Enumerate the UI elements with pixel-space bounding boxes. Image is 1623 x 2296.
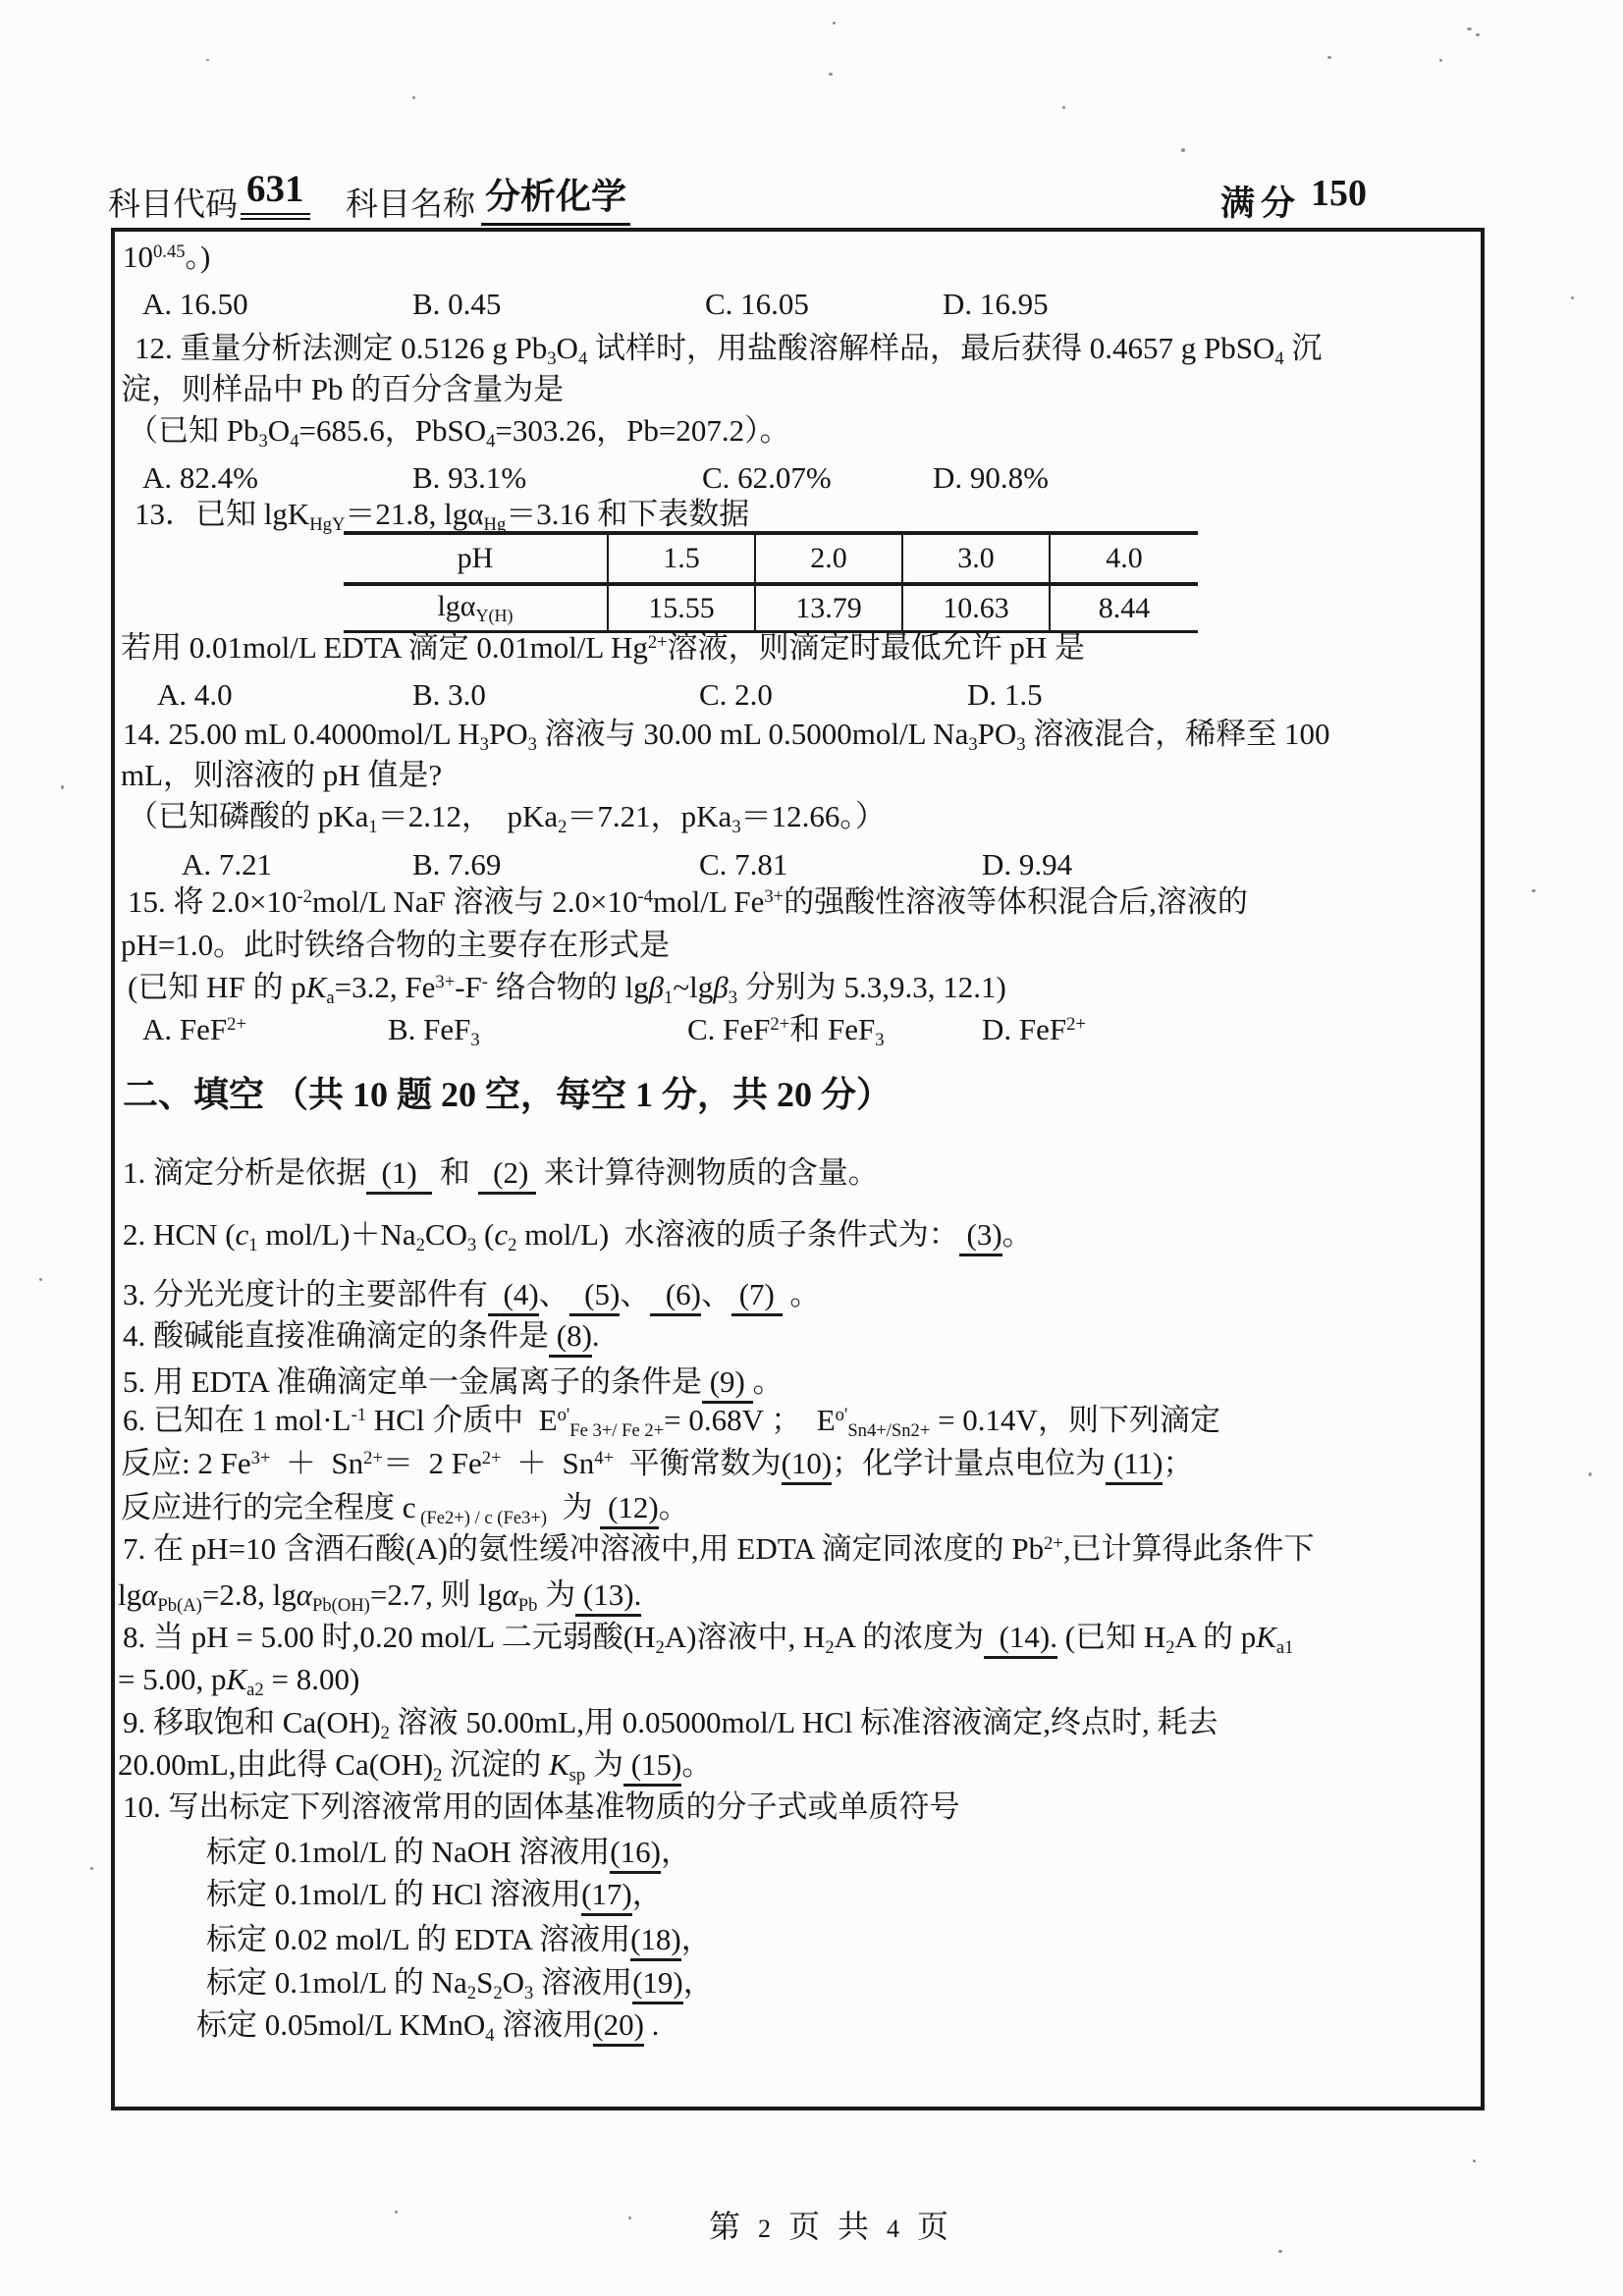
q14-option-b: B. 7.69 xyxy=(412,847,502,881)
scan-speck xyxy=(1181,148,1185,152)
q15-option-b: B. FeF3 xyxy=(388,1012,480,1050)
q13-option-c: C. 2.0 xyxy=(699,677,773,712)
q12-line-1: 12. 重量分析法测定 0.5126 g Pb3O4 试样时，用盐酸溶解样品，最后获得 0.4657 g PbSO4 沉 xyxy=(135,331,1323,369)
scan-speck xyxy=(1473,2160,1476,2163)
scan-speck xyxy=(1439,59,1442,62)
scan-speck xyxy=(1476,33,1480,36)
footer-text: 页 xyxy=(917,2209,949,2244)
q12-known: （已知 Pb3O4=685.6，PbSO4=303.26，Pb=207.2）。 xyxy=(128,413,790,452)
fill-q8-line-1: 8. 当 pH = 5.00 时,0.20 mol/L 二元弱酸(H2A)溶液中, H2A 的浓度为 (14). (已知 H2A 的 pKa1 xyxy=(123,1620,1294,1658)
scan-speck xyxy=(1327,56,1331,59)
fill-q10-blank16: 标定 0.1mol/L 的 NaOH 溶液用(16)， xyxy=(206,1834,691,1874)
fill-q7-line-1: 7. 在 pH=10 含酒石酸(A)的氨性缓冲溶液中,用 EDTA 滴定同浓度的 Pb2+,已计算得此条件下 xyxy=(123,1531,1315,1566)
fill-q3: 3. 分光光度计的主要部件有 (4)、 (5)、 (6)、 (7) 。 xyxy=(123,1276,820,1316)
q15-line-2: pH=1.0。此时铁络合物的主要存在形式是 xyxy=(121,928,671,962)
q11-option-c: C. 16.05 xyxy=(705,287,809,321)
q13-cell: 3.0 xyxy=(902,533,1050,584)
q13-cell: 1.5 xyxy=(608,533,755,584)
subject-name-value: 分析化学 xyxy=(481,169,630,226)
q15-option-c: C. FeF2+和 FeF3 xyxy=(687,1012,885,1050)
q14-line-2: mL，则溶液的 pH 值是? xyxy=(121,758,443,792)
scan-speck xyxy=(1589,1472,1592,1476)
q11-option-a: A. 16.50 xyxy=(142,287,248,321)
q13-cell: 10.63 xyxy=(902,584,1050,632)
q13-cell: 13.79 xyxy=(755,584,902,632)
q13-line-1: 13．已知 lgKHgY＝21.8, lgαHg＝3.16 和下表数据 xyxy=(135,497,750,535)
q12-option-b: B. 93.1% xyxy=(412,460,527,495)
footer-total-pages: 4 xyxy=(887,2215,900,2243)
full-score-label: 满分 xyxy=(1220,185,1302,223)
q11-option-d: D. 16.95 xyxy=(943,287,1049,321)
fill-q10-blank18: 标定 0.02 mol/L 的 EDTA 溶液用(18)， xyxy=(206,1921,712,1961)
scan-speck xyxy=(206,59,209,61)
fill-q10-blank19: 标定 0.1mol/L 的 Na2S2O3 溶液用(19)， xyxy=(206,1965,714,2003)
fill-q8-line-2: = 5.00, pKa2 = 8.00) xyxy=(118,1662,360,1700)
fill-q2: 2. HCN (c1 mol/L)＋Na2CO3 (c2 mol/L) 水溶液的质子条件式为： (3)。 xyxy=(123,1217,1033,1255)
full-score-value: 150 xyxy=(1311,173,1367,214)
fill-q7-line-2: lgαPb(A)=2.8, lgαPb(OH)=2.7, 则 lgαPb 为 (13). xyxy=(118,1577,642,1616)
q15-option-d: D. FeF2+ xyxy=(982,1012,1086,1046)
fill-q10-intro: 10. 写出标定下列溶液常用的固体基准物质的分子式或单质符号 xyxy=(123,1789,960,1824)
q14-line-1: 14. 25.00 mL 0.4000mol/L H3PO3 溶液与 30.00 mL 0.5000mol/L Na3PO3 溶液混合，稀释至 100 xyxy=(123,717,1330,755)
fill-q6-line-2: 反应: 2 Fe3+ ＋ Sn2+＝ 2 Fe2+ ＋ Sn4+ 平衡常数为(10)；化学计量点电位为 (11)； xyxy=(121,1445,1193,1485)
q13-cell: 2.0 xyxy=(755,533,902,584)
scan-speck xyxy=(395,2211,398,2214)
footer-page-number: 2 xyxy=(758,2215,772,2243)
scan-speck xyxy=(1571,296,1574,299)
q13-option-a: A. 4.0 xyxy=(157,677,233,712)
q15-line-1: 15. 将 2.0×10-2mol/L NaF 溶液与 2.0×10-4mol/L Fe3+的强酸性溶液等体积混合后,溶液的 xyxy=(128,884,1248,919)
fill-q10-blank17: 标定 0.1mol/L 的 HCl 溶液用(17)， xyxy=(206,1876,663,1916)
q11-tail-line: 100.45。) xyxy=(123,240,211,274)
q13-option-b: B. 3.0 xyxy=(412,677,486,712)
q12-line-2: 淀，则样品中 Pb 的百分含量为是 xyxy=(121,372,565,406)
q14-option-d: D. 9.94 xyxy=(982,847,1073,881)
q11-option-b: B. 0.45 xyxy=(412,287,502,321)
section-2-heading: 二、填空 （共 10 题 20 空，每空 1 分，共 20 分） xyxy=(123,1075,893,1114)
fill-q9-line-1: 9. 移取饱和 Ca(OH)2 溶液 50.00mL,用 0.05000mol/L HCl 标准溶液滴定,终点时, 耗去 xyxy=(123,1705,1218,1743)
scan-speck xyxy=(833,22,836,25)
scan-speck xyxy=(829,73,833,76)
subject-code-label: 科目代码 xyxy=(108,187,238,223)
q15-known: (已知 HF 的 pKa=3.2, Fe3+-F- 络合物的 lgβ1~lgβ3 分别为 5.3,9.3, 12.1) xyxy=(128,970,1006,1008)
page-footer xyxy=(677,2165,966,2283)
fill-q6-line-1: 6. 已知在 1 mol·L-1 HCl 介质中 Eo'Fe 3+/ Fe 2+= 0.68V ； Eo'Sn4+/Sn2+ = 0.14V，则下列滴定 xyxy=(123,1403,1220,1441)
q12-option-c: C. 62.07% xyxy=(702,460,832,495)
scan-speck xyxy=(628,2216,631,2219)
q13-cell-ph-label: pH xyxy=(344,533,608,584)
q12-option-d: D. 90.8% xyxy=(933,460,1049,495)
scan-speck xyxy=(412,96,415,99)
q12-option-a: A. 82.4% xyxy=(142,460,258,495)
scan-speck xyxy=(61,785,64,789)
q13-cell: 4.0 xyxy=(1050,533,1198,584)
q15-option-a: A. FeF2+ xyxy=(142,1012,246,1046)
footer-text: 页 xyxy=(788,2209,821,2244)
scan-speck xyxy=(90,1867,93,1870)
q13-cell-lga-label: lgα$_{Y(H)}$ xyxy=(437,590,514,625)
q14-option-c: C. 7.81 xyxy=(699,847,788,881)
scan-speck xyxy=(1278,2250,1282,2253)
fill-q6-line-3: 反应进行的完全程度 c (Fe2+) / c (Fe3+) 为 (12)。 xyxy=(121,1490,689,1528)
scan-speck xyxy=(1467,27,1472,30)
fill-q10-blank20: 标定 0.05mol/L KMnO4 溶液用(20) . xyxy=(196,2007,660,2046)
footer-text: 共 xyxy=(838,2209,870,2244)
fill-q5: 5. 用 EDTA 准确滴定单一金属离子的条件是 (9) 。 xyxy=(123,1363,784,1404)
q13-stem-2: 若用 0.01mol/L EDTA 滴定 0.01mol/L Hg2+溶液，则滴定时最低允许 pH 是 xyxy=(121,630,1086,665)
q13-option-d: D. 1.5 xyxy=(967,677,1043,712)
subject-code-value: 631 xyxy=(241,167,310,220)
q14-known: （已知磷酸的 pKa1＝2.12， pKa2＝7.21，pKa3＝12.66。） xyxy=(128,799,886,837)
fill-q4: 4. 酸碱能直接准确滴定的条件是 (8). xyxy=(123,1317,600,1358)
fill-q1: 1. 滴定分析是依据 (1) 和 (2) 来计算待测物质的含量。 xyxy=(123,1154,879,1195)
subject-name-label: 科目名称 xyxy=(346,187,475,223)
fill-q9-line-2: 20.00mL,由此得 Ca(OH)2 沉淀的 Ksp 为 (15)。 xyxy=(118,1747,713,1786)
scan-speck xyxy=(39,1278,42,1281)
scan-speck xyxy=(1532,889,1536,892)
q14-option-a: A. 7.21 xyxy=(182,847,273,881)
q13-cell: 15.55 xyxy=(608,584,755,632)
q13-cell: 8.44 xyxy=(1050,584,1198,632)
footer-text: 第 xyxy=(709,2209,741,2244)
scan-speck xyxy=(1062,106,1065,109)
